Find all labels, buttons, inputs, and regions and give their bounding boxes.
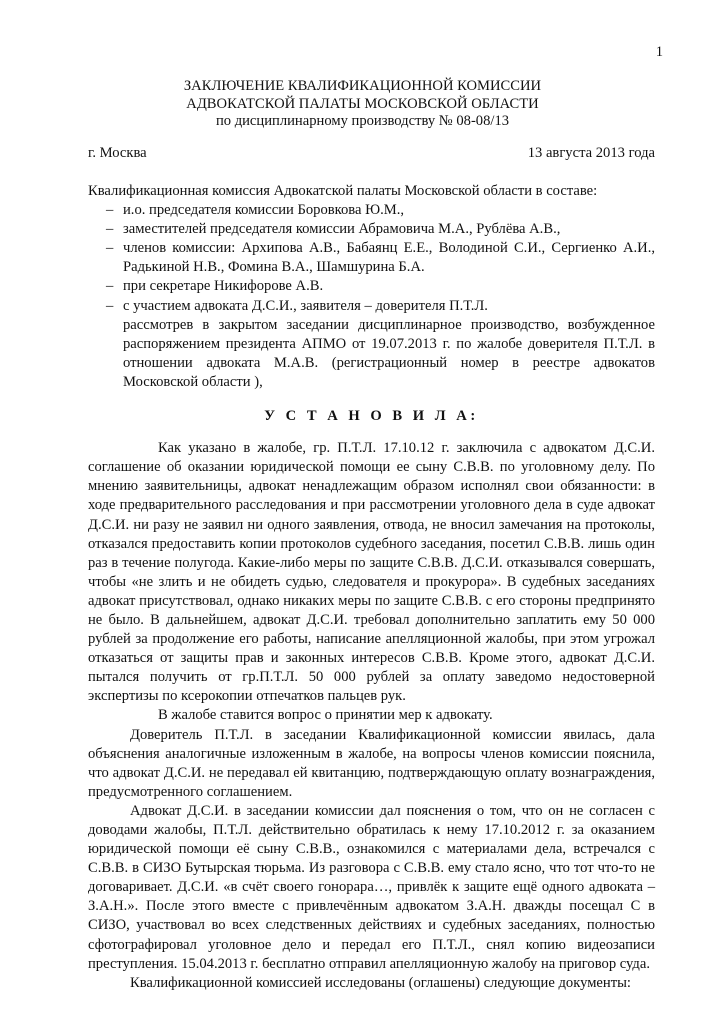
paragraph-request: В жалобе ставится вопрос о принятии мер к адвокату.	[158, 707, 493, 724]
title-line-3: по дисциплинарному производству № 08-08/13	[215, 113, 510, 129]
document-title	[0, 78, 725, 131]
paragraph-complaint: Как указано в жалобе, гр. П.Т.Л. 17.10.12 г. заключила с адвокатом Д.С.И. соглашение об оказании юридической помощи ее сыну С.В.В. по уголовному делу. По мнению заявительницы, адвокат ненадлежащим образом исполнял свои обязанности: в ходе предварительного расследования и при рассмотрении уголовного дела в суде адвокат Д.С.И. ни разу не заявил ни одного заявления, отвода, не вносил замечания на протоколы, отказался предоставить копии протоколов судебного заседания, посетил С.В.В. лишь один раз в течение полугода. Какие-либо меры по защите С.В.В. Д.С.И. отказывался совершать, чтобы «не злить и не обидеть судью, следователя и прокурора». В судебных заседаниях адвокат присутствовал, однако никаких меры по защите С.В.В. с его стороны предпринято не было. В дальнейшем, адвокат Д.С.И. требовал дополнительно заплатить ему 50 000 рублей за продолжение его работы, написание апелляционной жалобы, при этом угрожал отказаться от защиты прав и законных интересов С.В.В. Кроме этого, адвокат Д.С.И. пытался получить от гр.П.Т.Л. 50 000 рублей за оплату заведомо недостоверной экспертизы по ксерокопии отпечатков пальцев рук.	[88, 440, 655, 705]
list-item: – заместителей председателя комиссии Абрамовича М.А., Рублёва А.В.,	[88, 220, 655, 239]
list-item: – с участием адвоката Д.С.И., заявителя – доверителя П.Т.Л.	[88, 297, 655, 316]
paragraph-documents: Квалификационной комиссией исследованы (оглашены) следующие документы:	[130, 974, 631, 991]
section-heading: У С Т А Н О В И Л А:	[264, 408, 479, 425]
list-item: – при секретаре Никифорове А.В.	[88, 277, 655, 296]
paragraph-lawyer: Адвокат Д.С.И. в заседании комиссии дал пояснения о том, что он не согласен с доводами жалобы, П.Т.Л. действительно обратилась к нему 17.10.2012 г. за оказанием юридической помощи её сыну С.В.В., ознакомился с материалами дела, встречался с С.В.В. в СИЗО Бутырская тюрьма. Из разговора с С.В.В. ему стало ясно, что тот что-то не договаривает. Д.С.И. «в счёт своего гонорара…, привлёк к защите ещё одного адвоката – З.А.Н.». После этого вместе с привлечённым адвокатом З.А.Н. дважды посещал С в СИЗО, участвовал во всех следственных действиях и судебных заседаниях, полностью сфотографировал уголовное дело и передал его П.Т.Л., снял копию видеозаписи преступления. 15.04.2013 г. бесплатно отправил апелляционную жалобу на приговор суда.	[88, 802, 655, 972]
document-body	[88, 182, 655, 993]
title-line-2: АДВОКАТСКОЙ ПАЛАТЫ МОСКОВСКОЙ ОБЛАСТИ	[186, 95, 539, 112]
list-item: – и.о. председателя комиссии Боровкова Ю.М.,	[88, 201, 655, 220]
composition-intro: Квалификационная комиссия Адвокатской палаты Московской области в составе:	[88, 183, 598, 199]
page-number: 1	[655, 44, 663, 60]
paragraph-principal: Доверитель П.Т.Л. в заседании Квалификационной комиссии явилась, дала объяснения аналогичные изложенным в жалобе, на вопросы членов комиссии пояснила, что адвокат Д.С.И. не передавал ей квитанцию, подтверждающую оплату вознаграждения, предусмотренного соглашением.	[88, 726, 655, 800]
commission-members-list	[88, 201, 655, 316]
list-item: – членов комиссии: Архипова А.В., Бабаянц Е.Е., Володиной С.И., Сергиенко А.И., Радькиной Н.В., Фомина В.А., Шамшурина Б.А.	[88, 239, 655, 277]
place-date-row	[88, 145, 655, 162]
place: г. Москва	[88, 145, 147, 161]
title-line-1: ЗАКЛЮЧЕНИЕ КВАЛИФИКАЦИОННОЙ КОМИССИИ	[183, 78, 542, 94]
considering-paragraph: рассмотрев в закрытом заседании дисциплинарное производство, возбужденное распоряжением президента АПМО от 19.07.2013 г. по жалобе доверителя П.Т.Л. в отношении адвоката М.А.В. (регистрационный номер в реестре адвокатов Московской области ),	[123, 316, 655, 390]
date: 13 августа 2013 года	[527, 145, 655, 161]
